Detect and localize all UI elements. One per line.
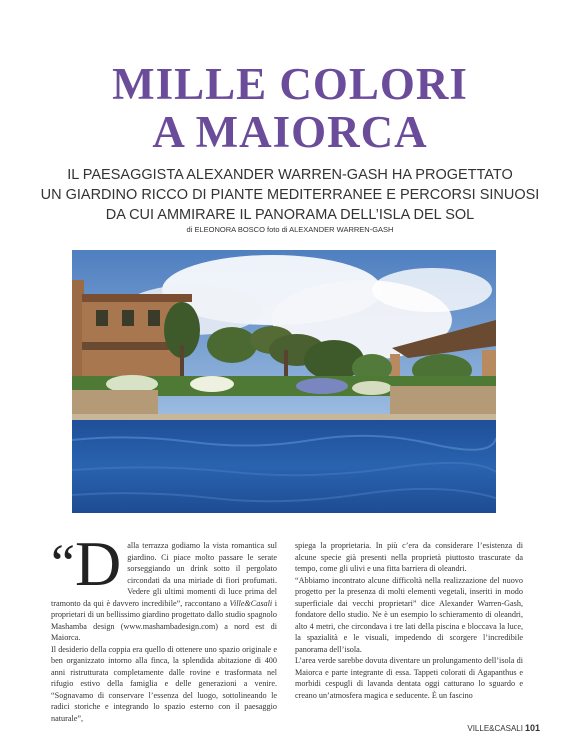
- title-line-2: A MAIORCA: [152, 107, 428, 157]
- garden-pool-photo: [72, 250, 496, 513]
- left-paragraph-1-end: i proprietari di un bellissimo giardino progettato dallo studio spagnolo Mashamba design (www.mashambadesign.com) a nord est di Maiorca.: [51, 598, 278, 642]
- subtitle-line-2: UN GIARDINO RICCO DI PIANTE MEDITERRANEE E PERCORSI SINUOSI: [40, 187, 540, 203]
- body-column-right: [295, 540, 523, 701]
- footer-magazine-name: VILLE&CASALI: [467, 724, 523, 733]
- opening-quote-mark: “: [51, 533, 75, 593]
- byline-author: ELEONORA BOSCO: [194, 225, 265, 234]
- magazine-name-inline: Ville&Casali: [229, 598, 273, 608]
- byline-foto-di: foto di: [267, 225, 288, 234]
- page-footer: [467, 723, 540, 733]
- dropcap-letter: D: [74, 528, 122, 599]
- byline-di: di: [186, 225, 193, 234]
- right-paragraph-1: spiega la proprietaria. In più c’era da considerare l’esistenza di alcune specie già presenti nella proprietà piuttosto trascurate da tempo, come gli ulivi e una fitta barriera di oleandri.: [295, 541, 523, 573]
- article-title: [0, 60, 580, 156]
- right-paragraph-3: L’area verde sarebbe dovuta diventare un prolungamento dell’isola di Maiorca e parte integrante di essa. Tappeti colorati di Agapanthus e morbidi cespugli di lavanda dentata oggi catturano lo sguardo e creano un’atmosfera magica e seducente. È un fascino: [295, 656, 523, 700]
- subtitle-line-3: DA CUI AMMIRARE IL PANORAMA DELL’ISLA DEL SOL: [105, 207, 475, 223]
- byline: [0, 225, 580, 234]
- article-subtitle: [40, 165, 540, 225]
- right-paragraph-2: “Abbiamo incontrato alcune difficoltà nella realizzazione del nuovo progetto per la presenza di molti elementi vegetali, inseriti in modo superficiale dai vecchi proprietari” dice Alexander Warren-Gash, fondatore dello studio. Ne è un esempio lo schieramento di oleandri, alto 4 metri, che circondava i tre lati della piscina e bloccava la luce, la spazialità e le visuali, impedendo di scorgere l’incredibile panorama dell’isola.: [295, 575, 523, 654]
- body-column-left: [51, 528, 278, 724]
- subtitle-line-1: IL PAESAGGISTA ALEXANDER WARREN-GASH HA PROGETTATO: [67, 167, 513, 183]
- dropcap: [51, 528, 122, 599]
- byline-photographer: ALEXANDER WARREN-GASH: [289, 225, 394, 234]
- page-number: 101: [524, 723, 540, 733]
- left-paragraph-1-text: alla terrazza godiamo la vista romantica sul giardino. Ci piace molto passare le serate sorseggiando un drink sotto il pergolato circondati da una miriade di fiori profumati. Vedere gli ultimi momenti di luce prima del tramonto da qui è davvero incredibile”, raccontano a: [51, 541, 277, 608]
- title-line-1: MILLE COLORI: [112, 59, 468, 109]
- left-paragraph-2: Il desiderio della coppia era quello di ottenere uno spazio originale e ben organizzato intorno alla finca, la splendida abitazione di 400 anni ristrutturata completamente dalle rovine e trasformata nel rifugio estivo della famiglia e delle generazioni a venire. “Sognavamo di conservare l’essenza del luogo, sottolineando le radici storiche e integrando lo spazio esterno con il paesaggio naturale”,: [51, 644, 277, 723]
